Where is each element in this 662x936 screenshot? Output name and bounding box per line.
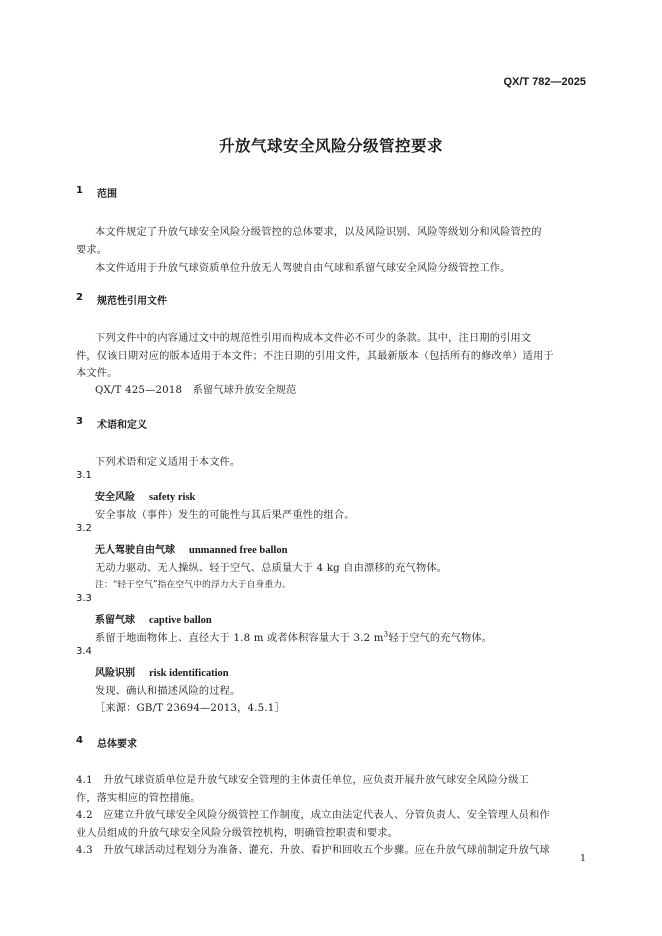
clause-line: 4.1 升放气球资质单位是升放气球安全管理的主体责任单位，应负责开展升放气球安全风险分级工 <box>76 775 530 786</box>
clause-line: 业人员组成的升放气球安全风险分级管控机构，明确管控职责和要求。 <box>76 828 399 839</box>
term-zh: 风险识别 <box>95 668 135 679</box>
superscript: 3 <box>383 630 389 639</box>
paragraph-line: 本文件适用于升放气球资质单位升放无人驾驶自由气球和系留气球安全风险分级管控工作。 <box>95 263 511 274</box>
paragraph-line: 件，仅该日期对应的版本适用于本文件；不注日期的引用文件，其最新版本（包括所有的修改单）适用于 <box>76 351 554 362</box>
term-zh: 安全风险 <box>95 492 135 503</box>
paragraph-line: 下列术语和定义适用于本文件。 <box>95 457 241 468</box>
term-en: unmanned free ballon <box>189 545 288 556</box>
term-definition-part: 轻于空气的充气物体。 <box>388 633 493 644</box>
term-source: ［来源：GB/T 23694—2013，4.5.1］ <box>95 703 285 714</box>
term-heading <box>95 611 212 626</box>
section-number: 1 <box>76 185 83 196</box>
section-title: 术语和定义 <box>97 420 147 431</box>
term-number: 3.2 <box>76 523 92 534</box>
term-definition: 安全事故（事件）发生的可能性与其后果严重性的组合。 <box>95 510 355 521</box>
section-number: 3 <box>76 416 83 427</box>
term-number: 3.3 <box>76 593 92 604</box>
section-number: 4 <box>76 735 83 746</box>
paragraph-line: 下列文件中的内容通过文中的规范性引用而构成本文件必不可少的条款。其中，注日期的引用文 <box>95 333 532 344</box>
term-definition <box>95 629 492 644</box>
clause-line: 4.2 应建立升放气球安全风险分级管控工作制度，成立由法定代表人、分管负责人、安全管理人员和作 <box>76 810 550 821</box>
term-heading <box>95 541 287 556</box>
term-zh: 无人驾驶自由气球 <box>95 545 175 556</box>
paragraph-line: 本文件规定了升放气球安全风险分级管控的总体要求，以及风险识别、风险等级划分和风险管控的 <box>95 227 542 238</box>
term-definition: 发现、确认和描述风险的过程。 <box>95 686 241 697</box>
clause-line: 4.3 升放气球活动过程划分为准备、灌充、升放、看护和回收五个步骤。应在升放气球前制定升放气球 <box>76 845 550 856</box>
doc-title: 升放气球安全风险分级管控要求 <box>218 137 443 155</box>
page-number: 1 <box>579 853 586 864</box>
section-title: 总体要求 <box>97 739 137 750</box>
term-en: risk identification <box>149 668 229 679</box>
term-zh: 系留气球 <box>95 615 135 626</box>
section-title: 范围 <box>97 189 117 200</box>
term-en: safety risk <box>149 492 196 503</box>
term-heading <box>95 664 229 679</box>
paragraph-line: 本文件。 <box>76 368 118 379</box>
paragraph-line: 要求。 <box>76 245 108 256</box>
term-note: 注：“轻于空气”指在空气中的浮力大于自身重力。 <box>95 580 292 590</box>
clause-line: 作，落实相应的管控措施。 <box>76 793 201 804</box>
section-number: 2 <box>76 292 83 303</box>
term-number: 3.1 <box>76 470 92 481</box>
normative-reference: QX/T 425—2018 系留气球升放安全规范 <box>95 385 297 396</box>
term-number: 3.4 <box>76 646 92 657</box>
doc-code: QX/T 782—2025 <box>503 76 586 88</box>
term-en: captive ballon <box>149 615 212 626</box>
term-definition: 无动力驱动、无人操纵、轻于空气、总质量大于 4 kg 自由漂移的充气物体。 <box>95 563 448 574</box>
term-definition-part: 系留于地面物体上、直径大于 1.8 m 或者体积容量大于 3.2 m <box>95 633 384 644</box>
section-title: 规范性引用文件 <box>97 296 167 307</box>
term-heading <box>95 488 195 503</box>
